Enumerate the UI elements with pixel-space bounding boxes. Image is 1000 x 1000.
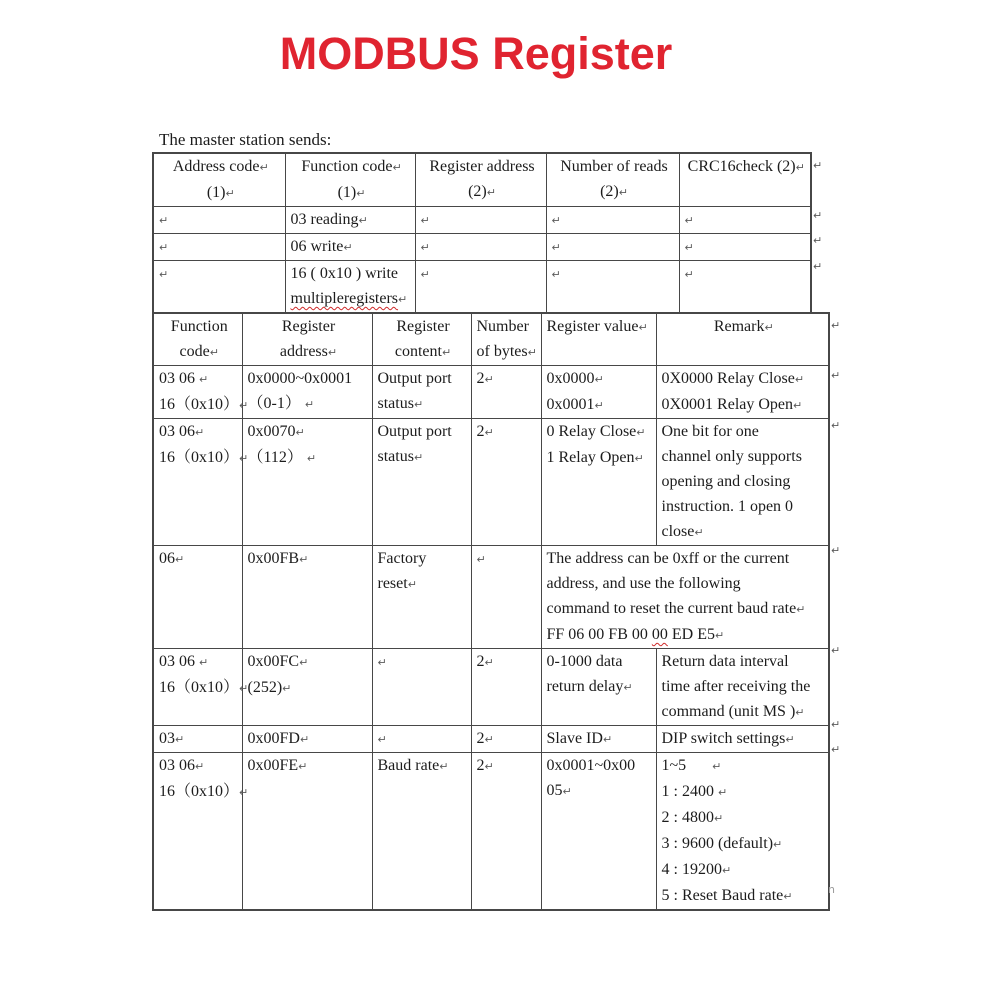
text-line: address, and use the following [546,575,741,592]
text-line: command to reset the current baud rate↵ [546,600,806,617]
text-line: address↵ [279,343,338,360]
col-header-number-of-reads [546,153,679,207]
text-line: 03 06 ↵ [159,370,209,387]
register-map-table [152,312,830,911]
cell-register-value [541,726,656,753]
cell-function-code [153,753,249,911]
text-line [159,234,283,260]
return-mark-icon: ↵ [795,706,805,719]
return-mark-icon: ↵ [831,718,841,731]
text-line [159,261,283,287]
text-line [291,286,413,312]
text-line: 16（0x10）↵ [159,679,249,696]
cell-remark [656,649,829,726]
text-line: Baud rate↵ [377,757,449,774]
col-header-address-code [153,153,285,207]
cell-register-content [372,546,471,649]
return-mark-icon: ↵ [299,733,310,746]
text-line: 4 : 19200↵ [661,861,732,878]
return-mark-icon: ↵ [199,373,209,386]
return-mark-icon: ↵ [439,760,449,773]
text-line: （0-1） ↵ [247,395,315,412]
text-line: 0x0000~0x0001 [247,370,353,387]
text-line: Remark↵ [713,318,774,335]
cell-function-code [285,207,415,234]
return-mark-icon: ↵ [356,187,366,200]
table-row [153,726,829,753]
text-line: 16（0x10）↵ [159,396,249,413]
return-mark-icon: ↵ [717,786,728,799]
return-mark-icon: ↵ [413,451,424,464]
return-mark-icon: ↵ [377,656,387,669]
return-mark-icon: ↵ [377,733,387,746]
return-mark-icon: ↵ [714,629,725,642]
text-line: Function code↵ [301,158,402,175]
text-line: Register address [429,158,535,175]
text-line [421,234,544,260]
return-mark-icon: ↵ [476,553,486,566]
cell-function-code [153,649,249,726]
return-mark-icon: ↵ [527,346,537,359]
text-line: 16（0x10）↵ [159,449,249,466]
return-mark-icon: ↵ [159,214,169,227]
text-line: Output port [377,370,452,387]
cell-register-content [372,419,471,546]
text-line: 2↵ [476,757,494,774]
return-mark-icon: ↵ [551,241,561,254]
text-line: 0x00FD↵ [247,730,310,747]
col-header-register-value [541,313,656,366]
page-title: MODBUS Register [279,28,673,79]
return-mark-icon: ↵ [813,234,823,247]
col-header-function-code [285,153,415,207]
return-mark-icon: ↵ [712,760,722,773]
return-mark-icon: ↵ [721,864,732,877]
return-mark-icon: ↵ [551,268,561,281]
cell-function-code [153,366,249,419]
cell-register-value [541,649,656,726]
text-line: 1 : 2400 ↵ [661,783,728,800]
text-line: 0x00FB↵ [247,550,309,567]
return-mark-icon: ↵ [484,426,494,439]
text-line: The address can be 0xff or the current [546,550,790,567]
col-header-register-content [372,313,471,366]
return-mark-icon: ↵ [484,733,494,746]
text-line [685,207,809,233]
return-mark-icon: ↵ [199,656,209,669]
text-line: (1)↵ [337,184,366,201]
misspelled-word: 00 [651,626,668,643]
return-mark-icon: ↵ [773,838,783,851]
cell-register-address [415,207,546,234]
cell-register-address [242,753,372,911]
text-line: 0 Relay Close↵ [546,423,646,440]
table-row [153,649,829,726]
cell-number-of-bytes [471,649,541,726]
return-mark-icon: ↵ [831,544,841,557]
return-mark-icon: ↵ [407,578,417,591]
return-mark-icon: ↵ [304,398,315,411]
return-mark-icon: ↵ [634,452,644,465]
text-line: (252)↵ [247,679,292,696]
text-line [421,261,544,287]
cell-register-value [541,753,656,911]
cell-number-of-reads [546,261,679,314]
text-line: Number of reads [560,158,668,175]
return-mark-icon: ↵ [594,373,604,386]
return-mark-icon: ↵ [794,373,805,386]
return-mark-icon: ↵ [623,681,633,694]
cell-register-address [242,366,372,419]
text-line: content↵ [394,343,452,360]
return-mark-icon: ↵ [684,241,694,254]
cell-function-code [153,419,249,546]
cell-number-of-bytes [471,419,541,546]
cell-register-value [541,419,656,546]
text-line: 05↵ [546,782,572,799]
text-line: 0X0000 Relay Close↵ [661,370,805,387]
text-line: Output port [377,423,452,440]
return-mark-icon: ↵ [484,373,494,386]
master-send-table [152,152,812,314]
text-line: 2↵ [476,653,494,670]
return-mark-icon: ↵ [785,733,795,746]
text-line: status↵ [377,448,424,465]
text-line: 03↵ [159,730,185,747]
text-line: 2↵ [476,730,494,747]
cell-function-code [285,234,415,261]
cell-register-content [372,726,471,753]
cell-register-content [372,753,471,911]
text-line: 2 : 4800↵ [661,809,724,826]
text-line: One bit for one [661,423,759,440]
return-mark-icon: ↵ [306,452,317,465]
return-mark-icon: ↵ [225,187,235,200]
text-line: 1 Relay Open↵ [546,449,644,466]
text-line: time after receiving the [661,678,811,695]
text-line: 0x0000↵ [546,370,604,387]
return-mark-icon: ↵ [398,293,408,306]
text-line [378,649,469,675]
return-mark-icon: ↵ [694,526,704,539]
return-mark-icon: ↵ [159,241,169,254]
return-mark-icon: ↵ [343,241,353,254]
text-line: 0x00FE↵ [247,757,308,774]
text-line: Factory [377,550,427,567]
table-row [153,366,829,419]
return-mark-icon: ↵ [282,682,292,695]
cell-number-of-reads [546,234,679,261]
return-mark-icon: ↵ [594,399,604,412]
text-line: 2↵ [476,423,494,440]
table-row [153,546,829,649]
return-mark-icon: ↵ [420,241,430,254]
return-mark-icon: ↵ [618,186,628,199]
text-line: (2)↵ [468,183,496,200]
return-mark-icon: ↵ [562,785,572,798]
text-line: 03 06↵ [159,757,205,774]
return-mark-icon: ↵ [175,553,185,566]
table-row [153,234,811,261]
text-line: 0x0001~0x00 [546,757,636,774]
text-line [552,234,677,260]
text-line [552,207,677,233]
return-mark-icon: ↵ [796,603,806,616]
col-header-crc16check [679,153,811,207]
cell-reset-description [541,546,829,649]
col-header-register-address [242,313,372,366]
cell-remark [656,419,829,546]
text-line: channel only supports [661,448,802,465]
misspelled-word: multipleregisters [290,290,399,307]
text-line [552,261,677,287]
return-mark-icon: ↵ [259,161,269,174]
text-line: Register [396,318,450,335]
return-mark-icon: ↵ [239,682,249,695]
text-line: Register [281,318,336,335]
return-mark-icon: ↵ [159,268,169,281]
text-line: FF 06 00 FB 00 00 ED E5↵ [546,626,725,643]
return-mark-icon: ↵ [239,399,249,412]
return-mark-icon: ↵ [295,426,305,439]
text-line: 0x00FC↵ [247,653,309,670]
table-row [153,753,829,911]
text-line: 06↵ [159,550,185,567]
cell-register-address [242,726,372,753]
text-line: Function [170,318,228,335]
return-mark-icon: ↵ [239,786,249,799]
cell-function-code [285,261,415,314]
cell-register-address [242,419,372,546]
return-mark-icon: ↵ [764,321,774,334]
text-line [477,546,539,572]
return-mark-icon: ↵ [636,426,646,439]
return-mark-icon: ↵ [831,369,841,382]
return-mark-icon: ↵ [299,656,309,669]
text-line: 0x0001↵ [546,396,604,413]
return-mark-icon: ↵ [602,733,613,746]
cell-number-of-bytes [471,753,541,911]
col-header-register-address [415,153,546,207]
text-line: (2)↵ [600,183,628,200]
return-mark-icon: ↵ [441,346,452,359]
text-line: reset↵ [377,575,417,592]
text-line [378,726,469,752]
text-line [159,207,283,233]
return-mark-icon: ↵ [484,760,494,773]
cell-function-code [153,726,242,753]
cell-number-of-reads [546,207,679,234]
table-row [153,419,829,546]
text-line: Register value↵ [546,318,648,335]
cell-register-value [541,366,656,419]
return-mark-icon: ↵ [413,398,424,411]
cell-number-of-bytes [471,726,541,753]
text-line: 2↵ [476,370,494,387]
cell-crc16check [679,207,811,234]
cell-remark [656,726,829,753]
text-line: 03 06 ↵ [159,653,209,670]
text-line: code↵ [179,343,219,360]
return-mark-icon: ↵ [175,733,185,746]
return-mark-icon: ↵ [813,209,823,222]
text-line: Slave ID↵ [546,730,613,747]
cell-address-code [153,261,285,314]
text-line: 06 write↵ [290,238,353,255]
return-mark-icon: ↵ [831,419,841,432]
return-mark-icon: ↵ [813,260,823,273]
text-line: DIP switch settings↵ [661,730,795,747]
text-line: status↵ [377,395,424,412]
return-mark-icon: ↵ [195,760,205,773]
return-mark-icon: ↵ [831,743,841,756]
text-line: 16 ( 0x10 ) write [290,265,399,282]
cell-remark [656,753,829,911]
return-mark-icon: ↵ [392,161,402,174]
text-line: instruction. 1 open 0 [661,498,794,515]
return-mark-icon: ↵ [831,644,841,657]
col-header-function-code [153,313,242,366]
cell-crc16check [679,234,811,261]
cell-register-address [242,546,372,649]
cell-register-address [415,261,546,314]
text-line: 3 : 9600 (default)↵ [661,835,783,852]
cell-register-address [242,649,372,726]
return-mark-icon: ↵ [484,656,494,669]
text-line: 03 06↵ [159,423,205,440]
return-mark-icon: ↵ [327,346,338,359]
text-line: 0X0001 Relay Open↵ [661,396,803,413]
text-line [421,207,544,233]
text-line: Number [476,318,529,335]
cell-function-code [153,546,242,649]
return-mark-icon: ↵ [420,268,430,281]
return-mark-icon: ↵ [795,161,805,174]
table-row [153,153,811,207]
text-line: CRC16check (2)↵ [687,158,805,175]
return-mark-icon: ↵ [831,319,841,332]
text-line [685,261,809,287]
col-header-number-of-bytes [471,313,541,366]
cell-crc16check [679,261,811,314]
return-mark-icon: ↵ [638,321,648,334]
col-header-remark [656,313,829,366]
text-line: 1~5 ↵ [661,757,722,774]
text-line: 16（0x10）↵ [159,783,249,800]
text-line: Address code↵ [172,158,269,175]
cell-register-address [415,234,546,261]
return-mark-icon: ↵ [239,452,249,465]
text-line: 5 : Reset Baud rate↵ [661,887,793,904]
return-mark-icon: ↵ [195,426,205,439]
cell-address-code [153,234,285,261]
table-row [153,207,811,234]
return-mark-icon: ↵ [783,890,793,903]
text-line: 0-1000 data [546,653,623,670]
text-line: command (unit MS )↵ [661,703,805,720]
return-mark-icon: ↵ [486,186,496,199]
return-mark-icon: ↵ [420,214,430,227]
return-mark-icon: ↵ [358,214,368,227]
cell-register-content [372,366,471,419]
text-line: 03 reading↵ [290,211,368,228]
cell-address-code [153,207,285,234]
table-row [153,313,829,366]
return-mark-icon: ↵ [209,346,219,359]
cell-register-content [372,649,471,726]
table-row [153,261,811,314]
cell-number-of-bytes [471,546,541,649]
lead-text: The master station sends: [159,130,332,149]
return-mark-icon: ↵ [684,214,694,227]
return-mark-icon: ↵ [684,268,694,281]
return-mark-icon: ↵ [298,760,308,773]
text-line: (1)↵ [206,184,235,201]
text-line: 0x0070↵ [247,423,305,440]
return-mark-icon: ↵ [793,399,803,412]
text-line: Return data interval [661,653,789,670]
text-line: of bytes↵ [476,343,537,360]
table-end-mark: n [828,883,835,896]
return-mark-icon: ↵ [299,553,309,566]
text-line: return delay↵ [546,678,633,695]
return-mark-icon: ↵ [813,159,823,172]
cell-number-of-bytes [471,366,541,419]
return-mark-icon: ↵ [551,214,561,227]
return-mark-icon: ↵ [713,812,724,825]
text-line [685,234,809,260]
text-line: close↵ [661,523,704,540]
cell-remark [656,366,829,419]
text-line: opening and closing [661,473,791,490]
text-line: （112） ↵ [247,449,317,466]
